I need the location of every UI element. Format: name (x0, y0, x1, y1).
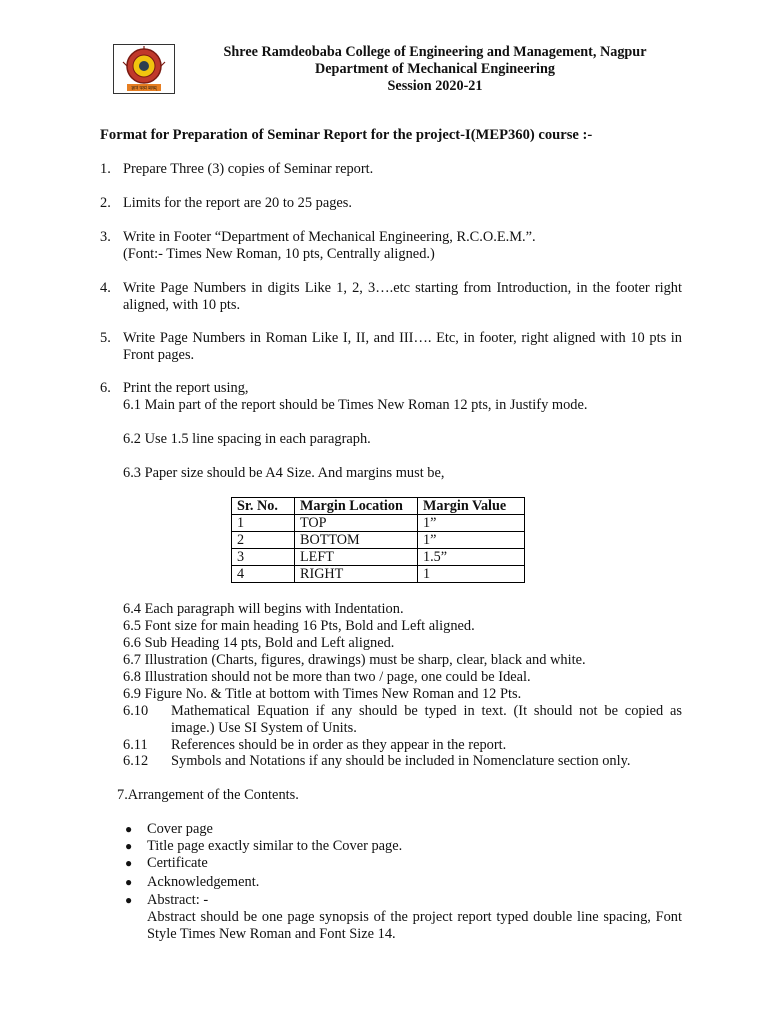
column-header: Sr. No. (232, 498, 295, 515)
item-number: 3. (100, 229, 111, 245)
item-text (123, 229, 682, 263)
college-name: Shree Ramdeobaba College of Engineering and Management, Nagpur (223, 44, 647, 60)
bullet-icon: ● (125, 875, 133, 889)
table-cell: LEFT (295, 549, 418, 566)
item-text-line: (Font:- Times New Roman, 10 pts, Centrally aligned.) (123, 246, 435, 262)
bullet-icon: ● (125, 822, 133, 836)
item-text-line: Write in Footer “Department of Mechanical Engineering, R.C.O.E.M.”. (123, 229, 536, 245)
abstract-description: Abstract should be one page synopsis of the project report typed double line spacing, Font Style Times New Roman and Font Size 14. (147, 909, 682, 942)
table-cell: 2 (232, 532, 295, 549)
bullet-icon: ● (125, 893, 133, 907)
point-number: 6.12 (123, 753, 149, 769)
document-title: Format for Preparation of Seminar Report for the project-I(MEP360) course :- (100, 127, 593, 143)
item-number: 1. (100, 161, 111, 177)
table-row (232, 532, 525, 549)
column-header: Margin Location (295, 498, 418, 515)
print-point: 6.4 Each paragraph will begins with Indentation. (123, 601, 404, 617)
point-text: References should be in order as they appear in the report. (171, 737, 507, 753)
document-header (180, 44, 690, 95)
item-number: 2. (100, 195, 111, 211)
table-row (232, 515, 525, 532)
college-logo (113, 44, 175, 94)
section-heading: 7.Arrangement of the Contents. (117, 787, 299, 803)
item-number: 4. (100, 280, 111, 296)
print-point: 6.8 Illustration should not be more than two / page, one could be Ideal. (123, 669, 531, 685)
point-number: 6.11 (123, 737, 148, 753)
department-name: Department of Mechanical Engineering (315, 61, 555, 77)
point-number: 6.10 (123, 703, 149, 719)
bullet-text: Cover page (147, 821, 213, 837)
item-text: Print the report using, (123, 380, 249, 396)
point-text: Symbols and Notations if any should be included in Nomenclature section only. (171, 753, 631, 769)
print-point: 6.5 Font size for main heading 16 Pts, Bold and Left aligned. (123, 618, 475, 634)
bullet-icon: ● (125, 856, 133, 870)
table-cell: BOTTOM (295, 532, 418, 549)
bullet-text: Abstract: - (147, 892, 209, 908)
table-cell: RIGHT (295, 566, 418, 583)
table-cell: 1 (418, 566, 525, 583)
table-cell: TOP (295, 515, 418, 532)
column-header: Margin Value (418, 498, 525, 515)
item-text: Limits for the report are 20 to 25 pages. (123, 195, 352, 211)
table-cell: 4 (232, 566, 295, 583)
bullet-text: Certificate (147, 855, 208, 871)
item-text: Write Page Numbers in digits Like 1, 2, 3….etc starting from Introduction, in the footer right aligned, with 10 pts. (123, 280, 682, 313)
table-header-row (232, 498, 525, 515)
table-row (232, 549, 525, 566)
session-label: Session 2020-21 (387, 78, 483, 94)
table-cell: 1.5” (418, 549, 525, 566)
bullet-text: Title page exactly similar to the Cover page. (147, 838, 403, 854)
logo-motto: ज्ञानं परमं बलम् (131, 86, 157, 92)
print-point: 6.2 Use 1.5 line spacing in each paragraph. (123, 431, 371, 447)
print-point: 6.3 Paper size should be A4 Size. And margins must be, (123, 465, 445, 481)
print-point: 6.9 Figure No. & Title at bottom with Times New Roman and 12 Pts. (123, 686, 522, 702)
bullet-text: Acknowledgement. (147, 874, 260, 890)
bullet-icon: ● (125, 839, 133, 853)
table-cell: 1” (418, 515, 525, 532)
table-cell: 1” (418, 532, 525, 549)
table-cell: 1 (232, 515, 295, 532)
item-number: 5. (100, 330, 111, 346)
table-cell: 3 (232, 549, 295, 566)
item-text: Prepare Three (3) copies of Seminar report. (123, 161, 374, 177)
item-text: Write Page Numbers in Roman Like I, II, and III…. Etc, in footer, right aligned with 10 pts in Front pages. (123, 330, 682, 363)
table-row (232, 566, 525, 583)
print-point: 6.7 Illustration (Charts, figures, drawings) must be sharp, clear, black and white. (123, 652, 586, 668)
print-point: 6.6 Sub Heading 14 pts, Bold and Left aligned. (123, 635, 395, 651)
item-number: 6. (100, 380, 111, 396)
margin-table (231, 497, 525, 583)
print-point: 6.1 Main part of the report should be Times New Roman 12 pts, in Justify mode. (123, 397, 588, 413)
point-text: Mathematical Equation if any should be typed in text. (It should not be copied as image.) Use SI System of Units. (171, 703, 682, 736)
